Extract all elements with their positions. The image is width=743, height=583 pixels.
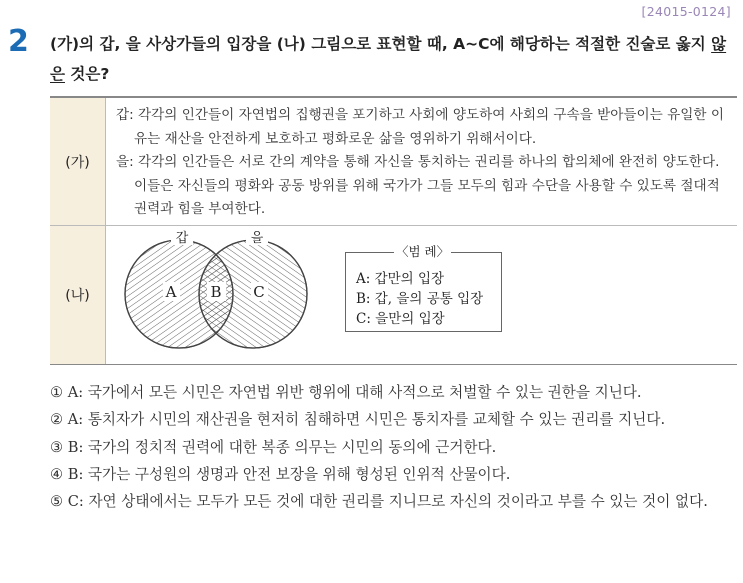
legend-item-c: C: 을만의 입장 xyxy=(356,311,445,327)
choice-4[interactable]: ④ B: 국가는 구성원의 생명과 안전 보장을 위해 형성된 인위적 산물이다. xyxy=(50,465,511,483)
speaker-eul: 을: xyxy=(116,154,139,170)
ga-content xyxy=(116,104,731,222)
region-b-label: B xyxy=(210,283,222,301)
label-ga: (가) xyxy=(50,98,106,226)
statement-gap: 각각의 인간들이 자연법의 집행권을 포기하고 사회에 양도하여 사회의 구속을 받아들이는 유일한 이유는 재산을 안전하게 보호하고 평화로운 삶을 영위하기 위해서이다. xyxy=(134,107,724,147)
question-code: [24015-0124] xyxy=(641,4,731,19)
question-text-end: 것은? xyxy=(64,65,110,83)
question-text-underlined: 않은 xyxy=(50,35,727,83)
statement-eul: 각각의 인간들은 서로 간의 계약을 통해 자신을 통치하는 권리를 하나의 합의체에 완전히 양도한다. 이들은 자신들의 평화와 공동 방위를 위해 국가가 그들 모두의 힘과 수단을 사용할 수 있도록 절대적 권력과 힘을 부여한다. xyxy=(134,154,720,217)
venn-left-label: 갑 xyxy=(175,231,189,246)
venn-right-label: 을 xyxy=(250,231,264,246)
legend-title: 〈범 례〉 xyxy=(396,244,450,259)
question-number: 2 xyxy=(8,24,29,59)
answer-choices xyxy=(50,379,740,515)
choice-5[interactable]: ⑤ C: 자연 상태에서는 모두가 모든 것에 대한 권리를 지니므로 자신의 것이라고 부를 수 있는 것이 없다. xyxy=(50,493,708,511)
legend-item-a: A: 갑만의 입장 xyxy=(356,271,445,287)
question-text xyxy=(50,29,736,89)
ga-item-eul xyxy=(116,151,731,222)
section-divider xyxy=(105,225,737,226)
legend-item-b: B: 갑, 을의 공통 입장 xyxy=(356,291,484,307)
region-a-label: A xyxy=(165,283,177,301)
question-text-main: (가)의 갑, 을 사상가들의 입장을 (나) 그림으로 표현할 때, A~C에 해당하는 적절한 진술로 옳지 xyxy=(50,35,706,53)
venn-diagram xyxy=(120,228,320,358)
choice-2[interactable]: ② A: 통치자가 시민의 재산권을 현저히 침해하면 시민은 통치자를 교체할 수 있는 권리를 지닌다. xyxy=(50,411,666,429)
region-c-label: C xyxy=(253,283,265,301)
legend-box xyxy=(345,244,502,332)
choice-1[interactable]: ① A: 국가에서 모든 시민은 자연법 위반 행위에 대해 사적으로 처벌할 수 있는 권한을 지닌다. xyxy=(50,384,642,401)
label-na: (나) xyxy=(50,226,106,364)
choice-3[interactable]: ③ B: 국가의 정치적 권력에 대한 복종 의무는 시민의 동의에 근거한다. xyxy=(50,438,497,456)
ga-item-gap xyxy=(116,104,731,151)
speaker-gap: 갑: xyxy=(116,107,139,123)
